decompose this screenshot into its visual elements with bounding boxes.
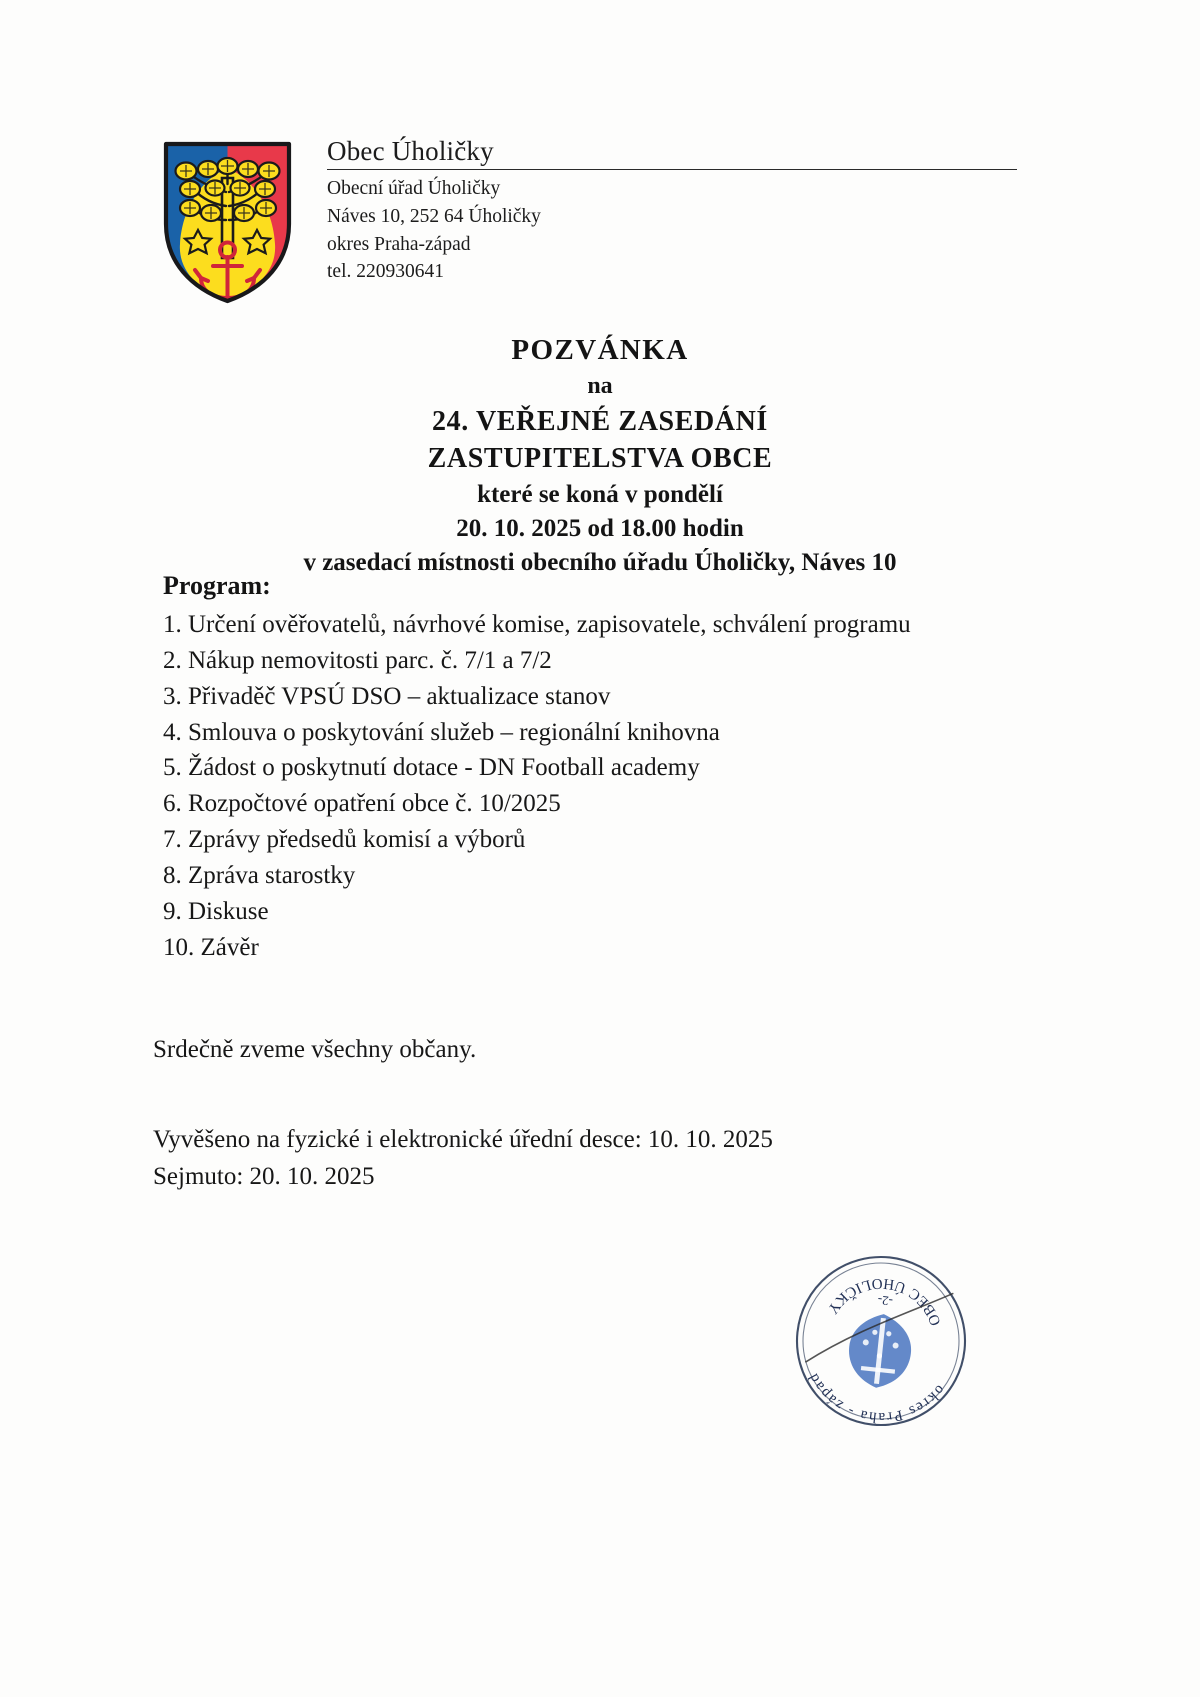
organisation-title: Obec Úholičky (327, 136, 494, 166)
program-item: 2. Nákup nemovitosti parc. č. 7/1 a 7/2 (163, 646, 552, 674)
office-address: Náves 10, 252 64 Úholičky (327, 205, 541, 227)
heading-session-number: 24. VEŘEJNÉ ZASEDÁNÍ (432, 406, 768, 438)
organisation-block (327, 134, 1060, 286)
program-item: 3. Přivaděč VPSÚ DSO – aktualizace stanov (163, 682, 611, 710)
heading-day: které se koná v pondělí (477, 480, 723, 508)
program-section (163, 568, 1063, 966)
program-item: 9. Diskuse (163, 897, 269, 925)
municipal-coat-of-arms-icon (160, 138, 295, 306)
posted-date-line: Vyvěšeno na fyzické i elektronické úřední desce: 10. 10. 2025 (153, 1126, 773, 1153)
program-label: Program: (163, 571, 271, 600)
program-item: 4. Smlouva o poskytování služeb – regionální knihovna (163, 718, 720, 746)
office-phone: tel. 220930641 (327, 261, 444, 283)
program-item: 8. Zpráva starostky (163, 862, 356, 890)
program-item: 10. Závěr (163, 933, 259, 961)
heading-datetime: 20. 10. 2025 od 18.00 hodin (456, 514, 744, 542)
posting-dates (153, 1122, 773, 1195)
office-district: okres Praha-západ (327, 233, 471, 255)
letterhead-divider (327, 169, 1017, 170)
heading-title: POZVÁNKA (511, 334, 689, 366)
stamp-bottom-text: OBEC ÚHOLIČKY (822, 1274, 945, 1328)
program-item: 1. Určení ověřovatelů, návrhové komise, zapisovatele, schválení programu (163, 610, 911, 638)
heading-body-name: ZASTUPITELSTVA OBCE (427, 443, 773, 475)
office-name: Obecní úřad Úholičky (327, 178, 501, 200)
stamp-center-text: -2- (876, 1292, 894, 1309)
program-list (163, 607, 1063, 966)
invitation-heading (0, 332, 1200, 580)
stamp-top-text: okres Praha - západ (804, 1369, 948, 1426)
heading-location: v zasedací místnosti obecního úřadu Úholičky, Náves 10 (303, 548, 897, 576)
program-item: 6. Rozpočtové opatření obce č. 10/2025 (163, 790, 561, 818)
official-stamp (777, 1237, 986, 1446)
removed-date-line: Sejmuto: 20. 10. 2025 (153, 1162, 375, 1190)
letterhead (160, 134, 1060, 306)
invitation-closing: Srdečně zveme všechny občany. (153, 1036, 477, 1063)
program-item: 5. Žádost o poskytnutí dotace - DN Football academy (163, 754, 700, 782)
organisation-address-lines (327, 175, 1060, 286)
heading-preposition: na (587, 373, 613, 400)
program-item: 7. Zprávy předsedů komisí a výborů (163, 826, 526, 854)
